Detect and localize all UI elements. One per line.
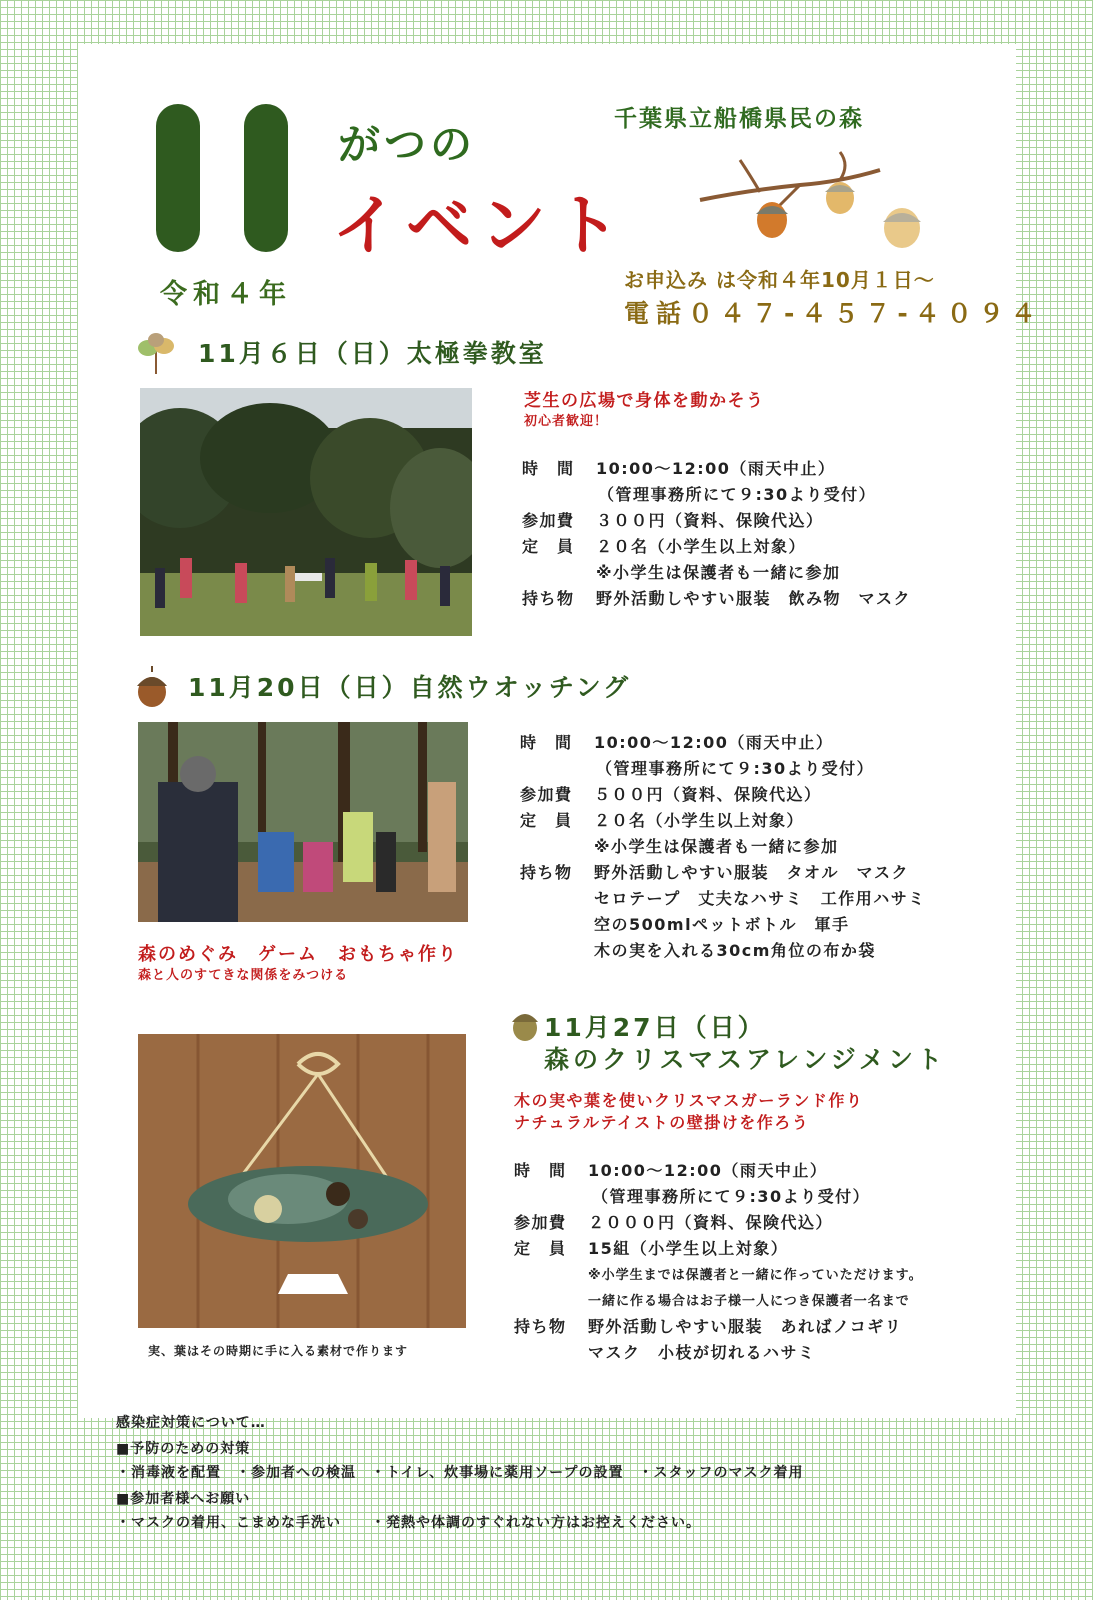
- phone-number: 電話０４７-４５７-４０９４: [624, 299, 1043, 328]
- event1-sub: 初心者歓迎！: [524, 414, 609, 429]
- christmas-arrangement-photo: [138, 1034, 466, 1328]
- event3-item-line: マスク 小枝が切れるハサミ: [588, 1343, 816, 1362]
- event3-capacity-row: 定 員 15組（小学生以上対象）: [514, 1239, 789, 1258]
- event1-time-row: 時 間 10:00～12:00（雨天中止）: [522, 459, 836, 478]
- event3-note: ※小学生までは保護者と一緒に作っていただけます。: [588, 1268, 923, 1283]
- acorn-icon: [508, 1004, 542, 1044]
- event1-fee-row: 参加費 ３００円（資料、保険代込）: [522, 511, 824, 530]
- organization-name: 千葉県立船橋県民の森: [614, 106, 864, 132]
- event3-reception: （管理事務所にて９:30より受付）: [592, 1187, 871, 1206]
- nature-watching-photo: [138, 722, 468, 922]
- event2-items-row: 持ち物 野外活動しやすい服装 タオル マスク: [520, 863, 910, 882]
- event3-note2: 一緒に作る場合はお子様一人につき保護者一名まで: [588, 1294, 910, 1309]
- event-title: イベント: [332, 187, 628, 264]
- event3-items-row: 持ち物 野外活動しやすい服装 あればノコギリ: [514, 1317, 903, 1336]
- event1-tagline: 芝生の広場で身体を動かそう: [524, 391, 765, 411]
- gatsu-no-text: がつの: [338, 120, 477, 169]
- acorn-icon: [132, 330, 180, 376]
- event2-capacity-row: 定 員 ２０名（小学生以上対象）: [520, 811, 805, 830]
- event3-time-row: 時 間 10:00～12:00（雨天中止）: [514, 1161, 828, 1180]
- event2-title: 11月20日（日）自然ウオッチング: [188, 673, 632, 702]
- acorn-icon: [132, 664, 172, 710]
- event2-item-line: セロテープ 丈夫なハサミ 工作用ハサミ: [594, 889, 926, 908]
- event1-note: ※小学生は保護者も一緒に参加: [596, 563, 841, 582]
- event3-caption: 実、葉はその時期に手に入る素材で作ります: [148, 1344, 409, 1358]
- event2-tagline: 森のめぐみ ゲーム おもちゃ作り: [138, 944, 458, 965]
- footer-request: ・マスクの着用、こまめな手洗い ・発熱や体調のすぐれない方はお控えください。: [116, 1515, 701, 1531]
- event3-sub: ナチュラルテイストの壁掛けを作ろう: [514, 1113, 810, 1132]
- event2-item-line: 空の500mlペットボトル 軍手: [594, 915, 850, 934]
- event1-reception: （管理事務所にて９:30より受付）: [598, 485, 877, 504]
- footer-heading: 感染症対策について…: [116, 1415, 266, 1431]
- event2-item-line: 木の実を入れる30cm角位の布か袋: [594, 941, 876, 960]
- event2-reception: （管理事務所にて９:30より受付）: [596, 759, 875, 778]
- event1-capacity-row: 定 員 ２０名（小学生以上対象）: [522, 537, 807, 556]
- taichi-photo: [140, 388, 472, 636]
- footer-request-title: ■参加者様へお願い: [116, 1491, 251, 1507]
- footer-prevention: ・消毒液を配置 ・参加者への検温 ・トイレ、炊事場に薬用ソープの設置 ・スタッフのマスク着用: [116, 1465, 804, 1481]
- event2-fee-row: 参加費 ５００円（資料、保険代込）: [520, 785, 822, 804]
- event3-tagline: 木の実や葉を使いクリスマスガーランド作り: [514, 1091, 864, 1110]
- footer-prevention-title: ■予防のための対策: [116, 1441, 251, 1457]
- event2-sub: 森と人のすてきな関係をみつける: [138, 968, 349, 983]
- event3-fee-row: 参加費 ２０００円（資料、保険代込）: [514, 1213, 834, 1232]
- event1-items-row: 持ち物 野外活動しやすい服装 飲み物 マスク: [522, 589, 912, 608]
- reiwa-year: 令和４年: [160, 279, 292, 310]
- event2-time-row: 時 間 10:00～12:00（雨天中止）: [520, 733, 834, 752]
- acorn-branch-illustration: [690, 140, 940, 255]
- event3-title2: 森のクリスマスアレンジメント: [544, 1045, 947, 1074]
- event1-title: 11月６日（日）太極拳教室: [198, 339, 547, 368]
- month-number-graphic: [156, 104, 288, 252]
- apply-date: お申込み は令和４年10月１日～: [624, 268, 935, 292]
- event3-title: 11月27日（日）: [544, 1013, 766, 1042]
- event2-note: ※小学生は保護者も一緒に参加: [594, 837, 839, 856]
